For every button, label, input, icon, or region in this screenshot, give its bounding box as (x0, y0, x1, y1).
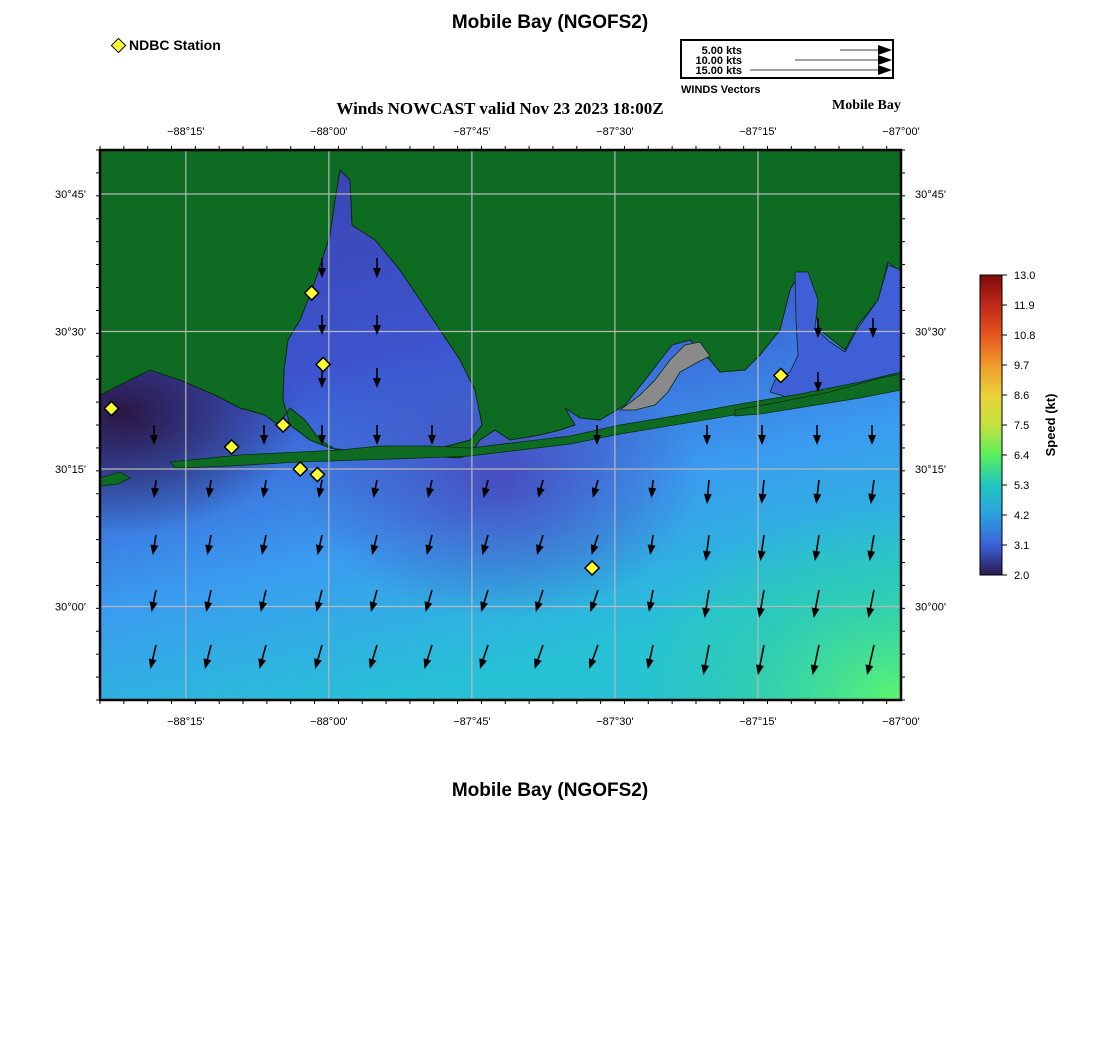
lon-tick-label: −87°00' (882, 716, 920, 728)
colorbar-tick-label: 6.4 (1014, 450, 1030, 462)
station-legend-label: NDBC Station (129, 37, 221, 53)
footer-title: Mobile Bay (NGOFS2) (451, 780, 649, 801)
colorbar-label: Speed (kt) (1043, 393, 1058, 457)
colorbar-tick-label: 7.5 (1014, 420, 1030, 432)
lon-tick-label: −87°45' (453, 716, 491, 728)
speed-colorbar (970, 265, 1080, 590)
colorbar-gradient (980, 275, 1002, 575)
vector-legend-item: 5.00 kts (701, 45, 742, 57)
colorbar-tick-label: 3.1 (1014, 540, 1030, 552)
colorbar-tick-label: 4.2 (1014, 510, 1030, 522)
lon-tick-label: −88°15' (167, 716, 205, 728)
lat-tick-label: 30°00' (55, 601, 86, 614)
colorbar-tick-label: 8.6 (1014, 390, 1030, 402)
lat-tick-label: 30°45' (915, 189, 946, 201)
lon-tick-label: −88°15' (167, 126, 205, 138)
region-label: Mobile Bay (832, 98, 901, 113)
lat-tick-label: 30°00' (915, 601, 946, 614)
lon-tick-label: −87°45' (453, 126, 491, 138)
map-subtitle: Winds NOWCAST valid Nov 23 2023 18:00Z (336, 99, 664, 118)
lon-tick-label: −87°15' (739, 126, 777, 138)
vector-legend-item: 15.00 kts (695, 65, 742, 77)
colorbar-tick-label: 11.9 (1014, 300, 1035, 312)
lat-tick-label: 30°30' (915, 326, 946, 339)
colorbar-tick-label: 13.0 (1014, 270, 1036, 282)
page-title: Mobile Bay (NGOFS2) (451, 12, 649, 33)
colorbar-tick-label: 2.0 (1014, 570, 1030, 582)
colorbar-tick-label: 5.3 (1014, 480, 1030, 492)
vector-legend-item: 10.00 kts (695, 55, 742, 67)
lat-tick-label: 30°15' (55, 464, 86, 476)
lon-tick-label: −87°00' (882, 126, 920, 138)
lon-tick-label: −87°30' (596, 126, 634, 138)
colorbar-tick-label: 10.8 (1014, 330, 1036, 342)
lon-tick-label: −88°00' (310, 716, 348, 728)
lat-tick-label: 30°30' (55, 326, 86, 339)
lon-tick-label: −87°30' (596, 716, 634, 728)
lon-tick-label: −88°00' (310, 126, 348, 138)
lon-tick-label: −87°15' (739, 716, 777, 728)
vector-legend-caption: WINDS Vectors (681, 84, 761, 96)
lat-tick-label: 30°45' (55, 189, 86, 201)
colorbar-tick-label: 9.7 (1014, 360, 1030, 372)
lat-tick-label: 30°15' (915, 464, 946, 476)
